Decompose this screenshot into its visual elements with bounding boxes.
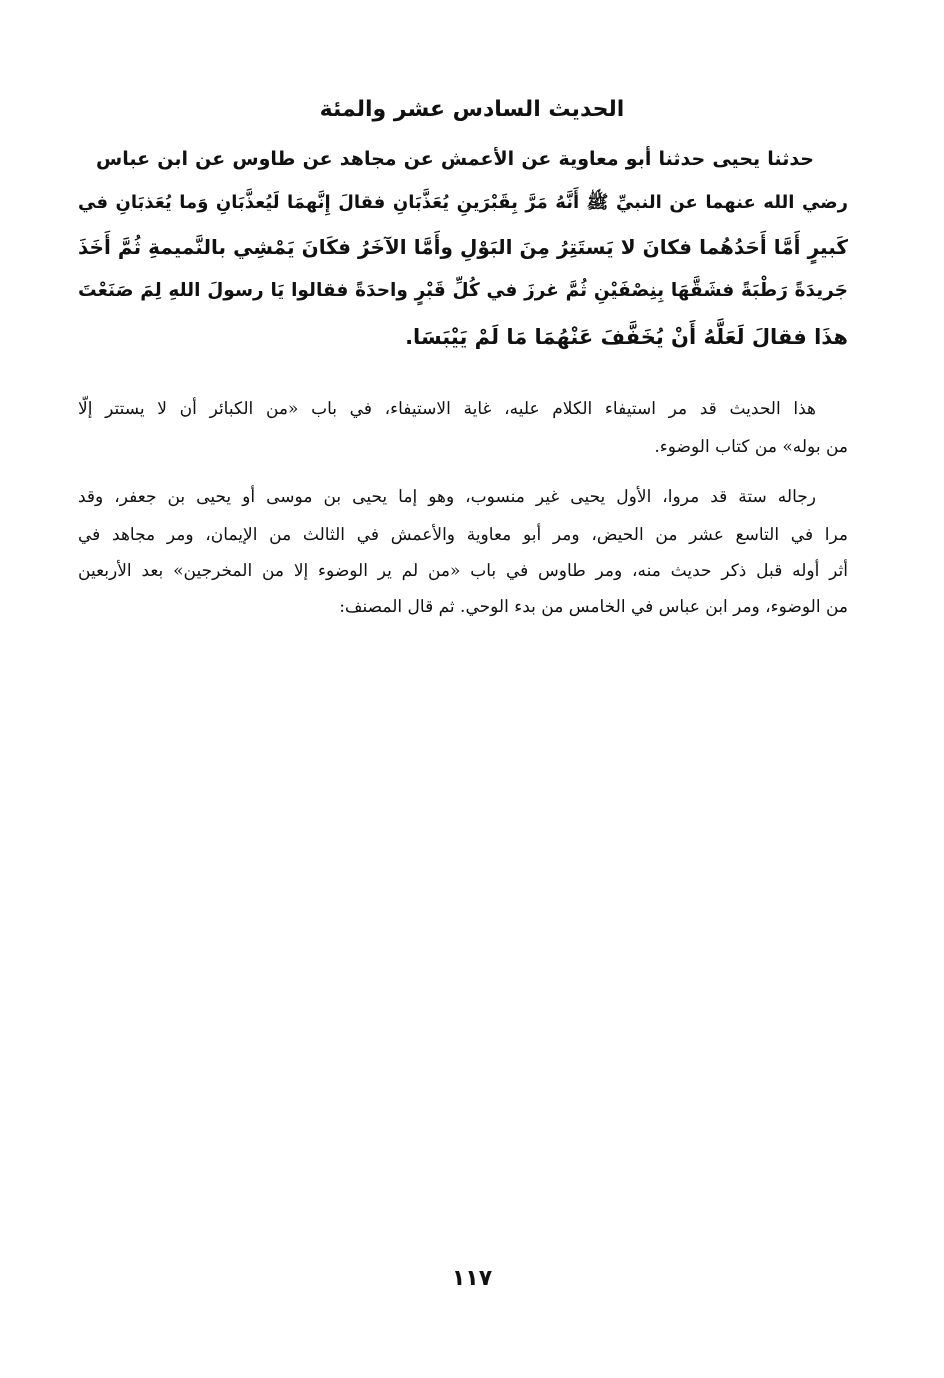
commentary-line: رجاله ستة قد مروا، الأول يحيى غير منسوب، وهو إما يحيى بن موسى أو يحيى بن جعفر، وقد — [78, 487, 816, 507]
commentary-line: مرا في التاسع عشر من الحيض، ومر أبو معاوية والأعمش في الثالث من الإيمان، ومر مجاهد في — [78, 525, 848, 545]
hadith-line: كَبيرٍ أَمَّا أَحَدُهُما فكانَ لا يَستَتِرُ مِنَ البَوْلِ وأَمَّا الآخَرُ فكَانَ يَمْشِي بالنَّميمةِ ثُمَّ أَخَذَ — [78, 235, 848, 259]
page-number: ١١٧ — [451, 1266, 493, 1291]
commentary-line: من الوضوء، ومر ابن عباس في الخامس من بدء الوحي. ثم قال المصنف: — [339, 597, 848, 617]
hadith-line: جَريدَةً رَطْبَةً فشَقَّهَا بِنِصْفَيْنِ ثُمَّ غرزَ في كُلِّ قَبْرٍ واحدَةً فقالوا يَا رسولَ اللهِ لِمَ صَنَعْتَ — [78, 280, 848, 301]
hadith-line: رضي الله عنهما عن النبيِّ ﷺ أَنَّهُ مَرَّ بِقَبْرَينِ يُعَذَّبَانِ فقالَ إِنَّهمَا لَيُعذَّبَانِ وَما يُعَذبَانِ في — [78, 192, 848, 213]
commentary-line: من بوله» من كتاب الوضوء. — [654, 437, 848, 457]
commentary-line: هذا الحديث قد مر استيفاء الكلام عليه، غاية الاستيفاء، في باب «من الكبائر أن لا يستتر إلّا — [78, 399, 816, 419]
hadith-line: هذَا فقالَ لَعَلَّهُ أَنْ يُخَفَّفَ عَنْهُمَا مَا لَمْ يَيْبَسَا. — [405, 325, 848, 349]
hadith-line: حدثنا يحيى حدثنا أبو معاوية عن الأعمش عن مجاهد عن طاوس عن ابن عباس — [96, 148, 814, 170]
hadith-heading: الحديث السادس عشر والمئة — [319, 97, 625, 122]
commentary-line: أثر أوله قبل ذكر حديث منه، ومر طاوس في باب «من لم ير الوضوء إلا من المخرجين» بعد الأربعين — [78, 561, 848, 581]
